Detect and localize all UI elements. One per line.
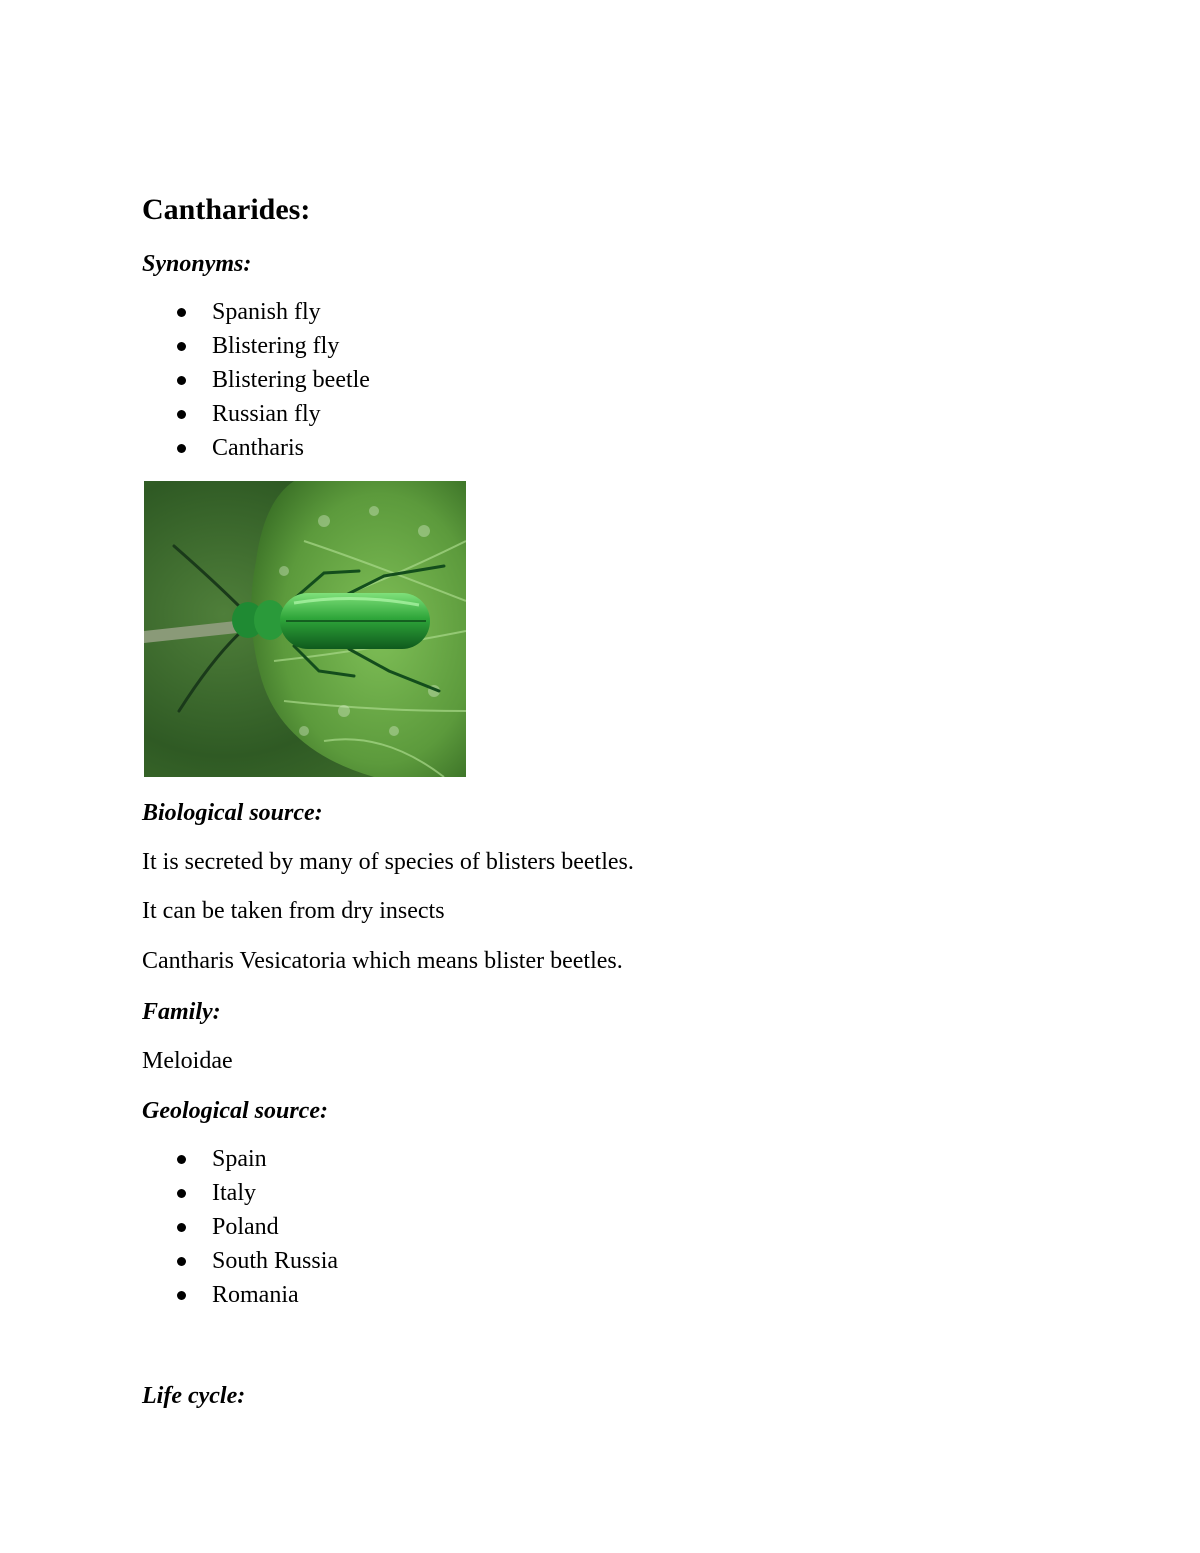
biological-source-heading: Biological source: (142, 800, 323, 826)
page-title: Cantharides: (142, 193, 311, 226)
bullet-icon (177, 410, 186, 419)
list-item: Blistering beetle (142, 363, 370, 397)
biological-source-paragraph: It can be taken from dry insects (142, 898, 445, 924)
life-cycle-heading: Life cycle: (142, 1383, 246, 1409)
list-item: South Russia (142, 1244, 338, 1278)
geological-source-list (142, 1142, 338, 1312)
list-item: Romania (142, 1278, 338, 1312)
family-value: Meloidae (142, 1048, 233, 1074)
biological-source-paragraph: It is secreted by many of species of blisters beetles. (142, 849, 634, 875)
bullet-icon (177, 308, 186, 317)
synonyms-heading: Synonyms: (142, 251, 252, 277)
family-heading: Family: (142, 999, 221, 1025)
bullet-icon (177, 1223, 186, 1232)
bullet-icon (177, 1189, 186, 1198)
bullet-icon (177, 1257, 186, 1266)
list-item: Spanish fly (142, 295, 370, 329)
geological-source-heading: Geological source: (142, 1098, 328, 1124)
list-item: Poland (142, 1210, 338, 1244)
synonyms-list (142, 295, 370, 465)
bullet-icon (177, 1291, 186, 1300)
bullet-icon (177, 342, 186, 351)
biological-source-paragraph: Cantharis Vesicatoria which means blister beetles. (142, 948, 623, 974)
bullet-icon (177, 1155, 186, 1164)
list-item: Spain (142, 1142, 338, 1176)
bullet-icon (177, 444, 186, 453)
bullet-icon (177, 376, 186, 385)
list-item: Russian fly (142, 397, 370, 431)
beetle-photo (144, 481, 466, 777)
list-item: Italy (142, 1176, 338, 1210)
list-item: Cantharis (142, 431, 370, 465)
beetle-on-leaf-icon (144, 481, 466, 777)
list-item: Blistering fly (142, 329, 370, 363)
